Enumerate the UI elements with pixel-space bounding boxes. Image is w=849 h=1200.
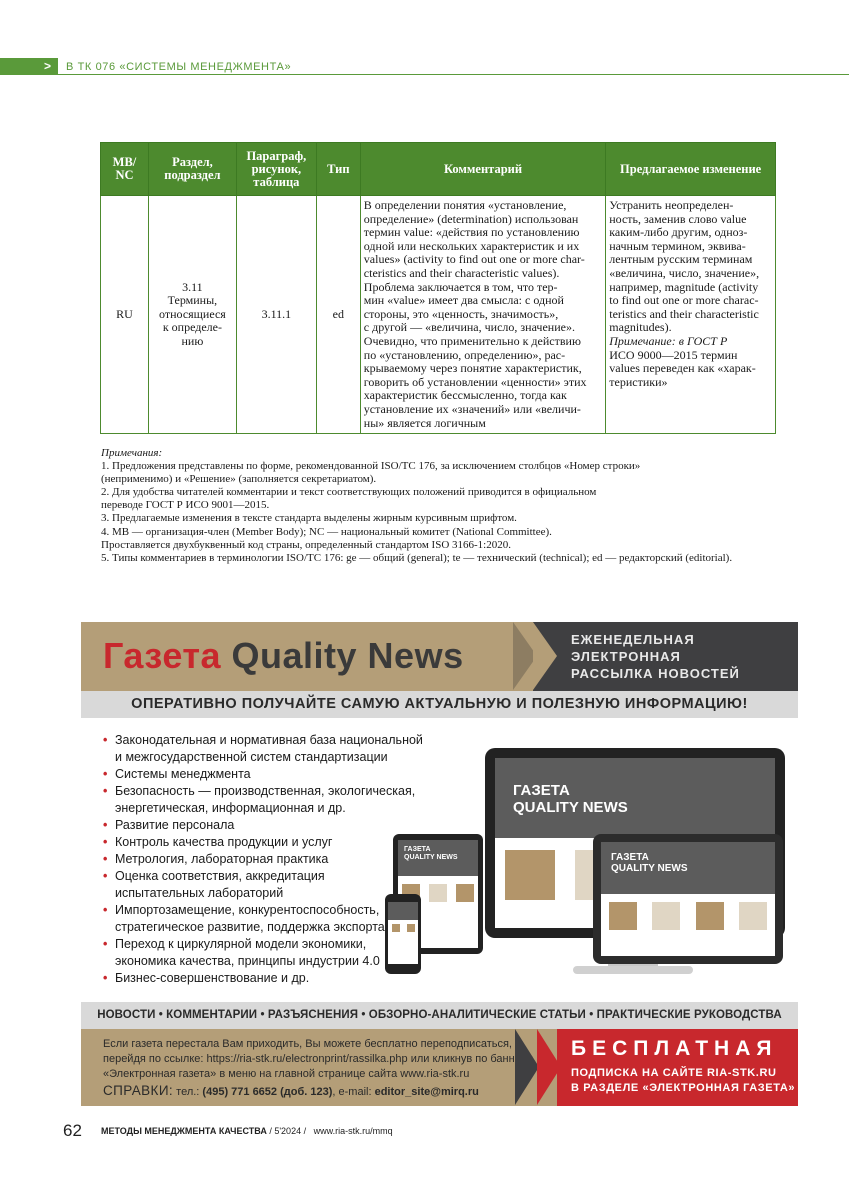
list-item: • Переход к циркулярной модели экономики, экономика качества, принципы индустрии 4.0 xyxy=(103,936,433,970)
cell-section: 3.11 Термины, относящиеся к определе- нию xyxy=(148,196,236,434)
free-subscription-text: ПОДПИСКА НА САЙТЕ RIA-STK.RU В РАЗДЕЛЕ «ЭЛЕКТРОННАЯ ГАЗЕТА» xyxy=(571,1067,796,1094)
devices-illustration xyxy=(393,734,793,1004)
note-line: переводе ГОСТ Р ИСО 9001—2015. xyxy=(101,499,270,512)
ad-rubrics: НОВОСТИ • КОММЕНТАРИИ • РАЗЪЯСНЕНИЯ • ОБЗОРНО-АНАЛИТИЧЕСКИЕ СТАТЬИ • ПРАКТИЧЕСКИЕ РУКОВОДСТВА xyxy=(81,1002,798,1029)
list-item: • Системы менеджмента xyxy=(103,766,433,783)
monitor-icon: ГАЗЕТА QUALITY NEWS xyxy=(485,748,785,938)
section-marker xyxy=(0,58,58,75)
ad-resubscribe-info: Если газета перестала Вам приходить, Вы можете бесплатно переподписаться, перейдя по ссылке: https://ria-stk.ru/electronprint/rassilka.php или кликнув по баннеру «Электронная газета» в меню на главной странице сайта www.ria-stk.ru xyxy=(103,1038,533,1080)
section-header xyxy=(0,58,849,76)
section-title: В ТК 076 «СИСТЕМЫ МЕНЕДЖМЕНТА» xyxy=(66,61,292,73)
col-header-comment: Комментарий xyxy=(360,143,605,196)
ad-weekly-text: ЕЖЕНЕДЕЛЬНАЯ ЭЛЕКТРОННАЯ РАССЫЛКА НОВОСТЕЙ xyxy=(571,632,740,681)
list-item: • Метрология, лабораторная практика xyxy=(103,851,433,868)
list-item: • Бизнес-совершенствование и др. xyxy=(103,970,433,987)
col-header-paragraph: Параграф, рисунок, таблица xyxy=(236,143,316,196)
note-line: 5. Типы комментариев в терминологии ISO/TC 176: ge — общий (general); te — технический (technical); ed — редакторский (editorial). xyxy=(101,551,733,564)
ad-header xyxy=(81,622,798,691)
notes-title: Примечания: xyxy=(101,447,163,459)
free-label: БЕСПЛАТНАЯ xyxy=(571,1037,778,1060)
ad-contacts: СПРАВКИ: тел.: (495) 771 6652 (доб. 123), e-mail: editor_site@mirq.ru xyxy=(103,1083,479,1098)
page-number: 62 xyxy=(63,1121,82,1140)
note-line: Проставляется двухбуквенный код страны, определенный стандартом ISO 3166-1:2020. xyxy=(101,538,511,551)
list-item: • Контроль качества продукции и услуг xyxy=(103,834,433,851)
email-link[interactable]: editor_site@mirq.ru xyxy=(374,1086,479,1098)
cell-type: ed xyxy=(316,196,360,434)
col-header-mb: MB/ NC xyxy=(101,143,149,196)
ad-headline: ОПЕРАТИВНО ПОЛУЧАЙТЕ САМУЮ АКТУАЛЬНУЮ И ПОЛЕЗНУЮ ИНФОРМАЦИЮ! xyxy=(81,691,798,718)
phone-link[interactable]: (495) 771 6652 (доб. 123) xyxy=(202,1086,333,1098)
journal-info: МЕТОДЫ МЕНЕДЖМЕНТА КАЧЕСТВА / 5'2024 / www.ria-stk.ru/mmq xyxy=(101,1126,393,1136)
list-item: • Оценка соответствия, аккредитация испытательных лабораторий xyxy=(103,868,433,902)
list-item: • Законодательная и нормативная база национальной и межгосударственной систем стандартизации xyxy=(103,732,433,766)
col-header-section: Раздел, подраздел xyxy=(148,143,236,196)
laptop-icon: ГАЗЕТА QUALITY NEWS xyxy=(393,834,483,954)
phone-icon xyxy=(385,894,421,974)
chevron-decor xyxy=(537,1029,561,1105)
cell-mb: RU xyxy=(101,196,149,434)
cell-comment: В определении понятия «установление, определение» (determination) использован термин value: «действия по установлению одной или нескольких характеристик и их values» (activity to find out one or more char- cteristics and their characteristic values). Проблема заключается в том, что тер- мин «value» имеет два смысла: с одной стороны, это «ценность, значимость», с другой — «величина, число, значение». Очевидно, что применительно к действию по «установлению, определению», рас- крываемому через понятие характеристик, говорить об установлении «ценности» этих характеристик бессмысленно, тогда как установление их «значений» или «величи- ны» является логичным xyxy=(360,196,605,434)
list-item: • Безопасность — производственная, экологическая, энергетическая, информационная и др. xyxy=(103,783,433,817)
list-item: • Импортозамещение, конкурентоспособность, стратегическое развитие, поддержка экспорта xyxy=(103,902,433,936)
ad-topics-list xyxy=(103,732,433,987)
note-line: 3. Предлагаемые изменения в тексте стандарта выделены жирным курсивным шрифтом. xyxy=(101,512,517,525)
quality-news-logo: Газета Quality News xyxy=(103,635,464,676)
quality-news-ad[interactable] xyxy=(81,622,798,1106)
note-line: 2. Для удобства читателей комментарии и текст соответствующих положений приводится в официальном xyxy=(101,486,597,499)
chevron-right-icon: > xyxy=(44,59,52,73)
cell-paragraph: 3.11.1 xyxy=(236,196,316,434)
note-line: 4. MB — организация-член (Member Body); NC — национальный комитет (National Committee). xyxy=(101,525,552,538)
col-header-proposed: Предлагаемое изменение xyxy=(606,143,776,196)
chevron-decor xyxy=(515,1029,539,1105)
comments-table xyxy=(100,142,776,434)
table-row xyxy=(101,196,776,434)
note-line: 1. Предложения представлены по форме, рекомендованной ISO/TC 176, за исключением столбцов «Номер строки» xyxy=(101,460,641,473)
list-item: • Развитие персонала xyxy=(103,817,433,834)
note-line: (неприменимо) и «Решение» (заполняется секретариатом). xyxy=(101,473,377,486)
table-notes xyxy=(101,447,801,565)
monitor-base xyxy=(573,966,693,974)
page-footer xyxy=(63,1121,393,1141)
table-header-row xyxy=(101,143,776,196)
chevron-decor xyxy=(533,622,557,690)
site-link[interactable]: www.ria-stk.ru/mmq xyxy=(313,1126,393,1136)
col-header-type: Тип xyxy=(316,143,360,196)
ad-bottom xyxy=(81,1029,798,1106)
cell-proposed: Устранить неопределен- ность, заменив слово value каким-либо другим, одноз- начным термином, эквива- лентным русским терминам «величина, число, значение», например, magnitude (activity to find out one or more charac- teristics and their characteristic magnitudes). Примечание: в ГОСТ Р ИСО 9000—2015 термин values переведен как «харак- теристики» xyxy=(606,196,776,434)
tablet-icon: ГАЗЕТА QUALITY NEWS xyxy=(593,834,783,964)
